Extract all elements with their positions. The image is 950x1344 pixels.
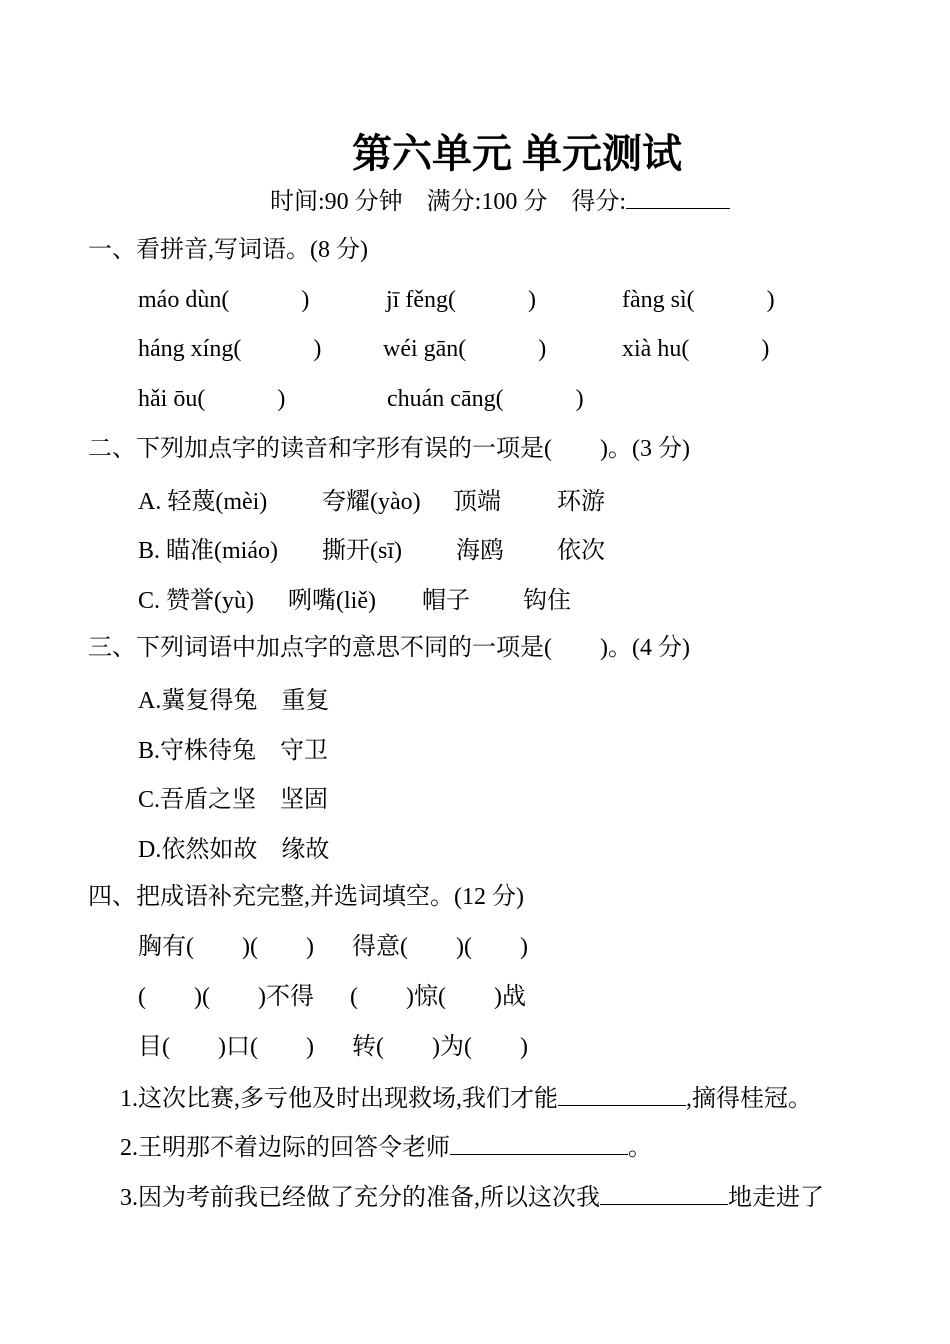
- fill-blank[interactable]: [558, 1081, 686, 1106]
- sentence-text: ,摘得桂冠。: [686, 1086, 812, 1112]
- q1-heading: 一、看拼音,写词语。(8 分): [88, 237, 368, 263]
- q4-idiom: ( )( )不得: [138, 984, 314, 1010]
- sentence-text: 。: [628, 1135, 652, 1161]
- q4-sentence-3: [120, 1180, 824, 1214]
- q4-idiom: ( )惊( )战: [350, 984, 526, 1010]
- q2-option-b-word: 海鸥: [456, 538, 504, 564]
- q2-option-a-word: 顶端: [453, 489, 501, 515]
- q1-item: chuán cāng( ): [387, 386, 584, 412]
- q2-option-a-word: 夸耀(yào): [322, 489, 421, 515]
- q1-item: máo dùn( ): [138, 287, 310, 313]
- q3-option-a: A.冀复得兔 重复: [138, 688, 330, 714]
- q1-item: hǎi ōu( ): [138, 386, 286, 412]
- q4-sentence-1: [120, 1081, 812, 1115]
- q2-option-b-word: 撕开(sī): [322, 538, 402, 564]
- q2-heading: 二、下列加点字的读音和字形有误的一项是( )。(3 分): [88, 436, 690, 462]
- page-title: 第六单元 单元测试: [352, 131, 682, 176]
- q1-item: háng xíng( ): [138, 336, 322, 362]
- q2-option-b-word: 依次: [557, 538, 605, 564]
- q4-idiom: 转( )为( ): [352, 1034, 528, 1060]
- q1-item: xià hu( ): [622, 336, 770, 362]
- q4-idiom: 目( )口( ): [138, 1034, 314, 1060]
- q2-option-c-word: 钩住: [523, 588, 571, 614]
- time-limit: 时间:90 分钟: [269, 189, 403, 215]
- score-blank[interactable]: [626, 184, 730, 209]
- q2-option-c-word: C. 赞誉(yù): [138, 588, 254, 614]
- full-score: 满分:100 分: [426, 189, 548, 215]
- q4-idiom: 得意( )( ): [352, 934, 528, 960]
- sentence-text: 1.这次比赛,多亏他及时出现救场,我们才能: [120, 1086, 558, 1112]
- q2-option-c-word: 咧嘴(liě): [288, 588, 376, 614]
- score-label: 得分:: [571, 189, 626, 215]
- q4-idiom: 胸有( )( ): [138, 934, 314, 960]
- q4-heading: 四、把成语补充完整,并选词填空。(12 分): [88, 884, 524, 910]
- subtitle-line: [0, 184, 950, 218]
- q1-item: wéi gān( ): [383, 336, 547, 362]
- q1-item: jī fěng( ): [386, 287, 536, 313]
- q2-option-a-word: 环游: [557, 489, 605, 515]
- fill-blank[interactable]: [600, 1180, 728, 1205]
- sentence-text: 地走进了: [728, 1185, 824, 1211]
- q1-item: fàng sì( ): [622, 287, 775, 313]
- fill-blank[interactable]: [450, 1130, 628, 1155]
- sentence-text: 3.因为考前我已经做了充分的准备,所以这次我: [120, 1185, 600, 1211]
- q3-option-d: D.依然如故 缘故: [138, 837, 330, 863]
- q2-option-b-word: B. 瞄准(miáo): [138, 538, 278, 564]
- q2-option-a-word: A. 轻蔑(mèi): [138, 489, 268, 515]
- q3-option-b: B.守株待兔 守卫: [138, 738, 329, 764]
- sentence-text: 2.王明那不着边际的回答令老师: [120, 1135, 450, 1161]
- q2-option-c-word: 帽子: [422, 588, 470, 614]
- q3-heading: 三、下列词语中加点字的意思不同的一项是( )。(4 分): [88, 635, 690, 661]
- q4-sentence-2: [120, 1130, 652, 1164]
- q3-option-c: C.吾盾之坚 坚固: [138, 787, 329, 813]
